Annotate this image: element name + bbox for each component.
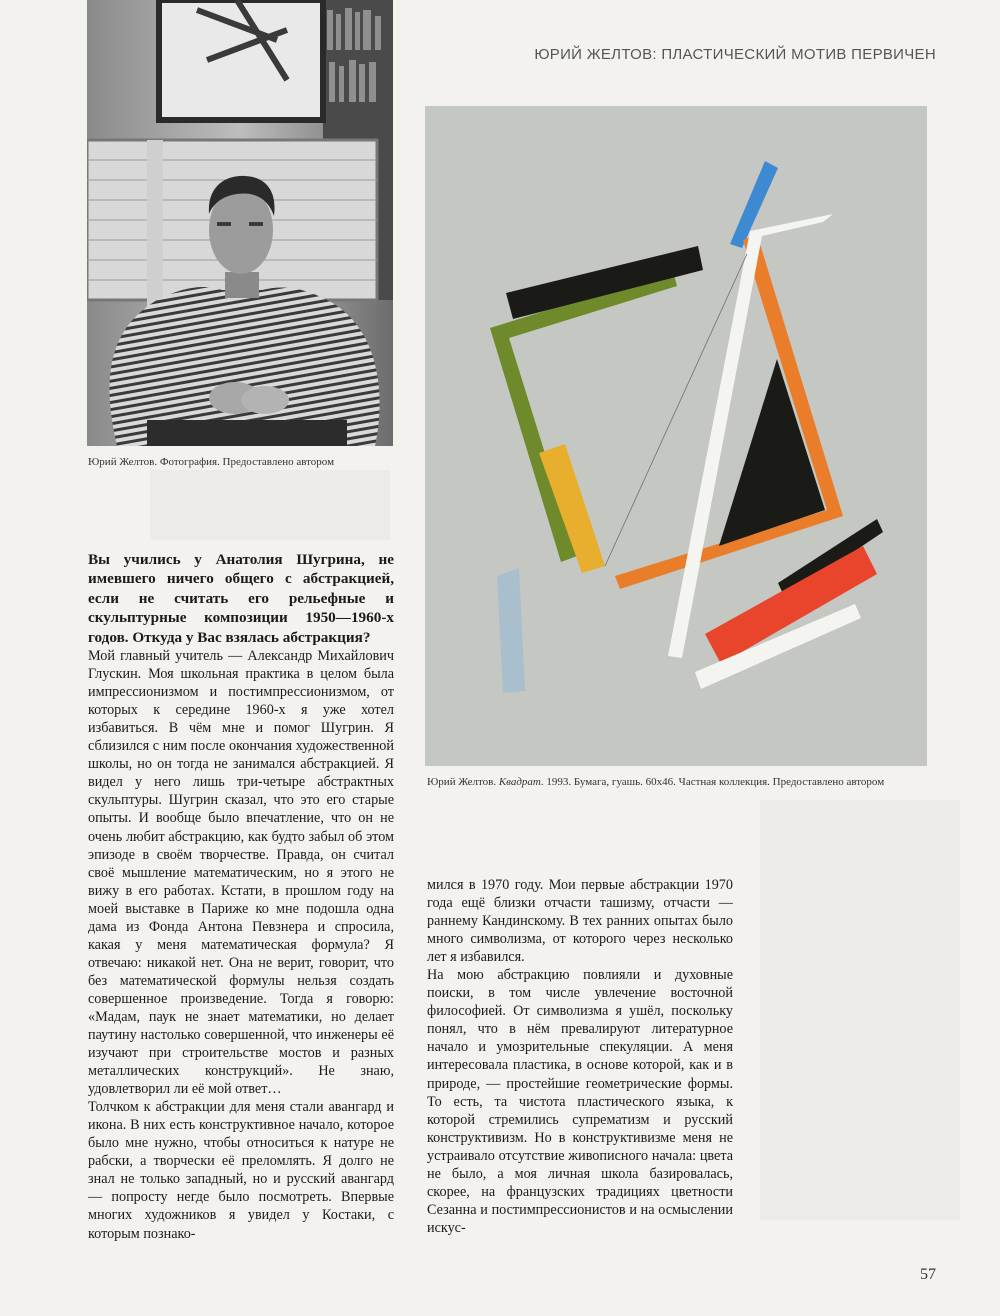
- artist-photo-image: [87, 0, 393, 446]
- interview-question: Вы учились у Анатолия Шугрина, не имевшего ничего общего с абстракцией, если не считать его рельефные и скульптурные композиции 1950—1960-х годов. Откуда у Вас взялась абстракция?: [88, 551, 394, 646]
- page-number: 57: [920, 1266, 936, 1283]
- answer-paragraph: На мою абстракцию повлияли и духовные поиски, в том числе увлечение восточной философией. От символизма я ушёл, поскольку понял, что в нём превалируют литературное начало и умозрительные спекуляции. А меня интересовала пластика, в основе которой, как и в природе, — простейшие геометрические формы. То есть, та чистота пластического языка, к которой стремились супрематизм и русский конструктивизм. Но в конструктивизме меня не устраивало отсутствие живописного начала: цвета не было, а моя личная школа базировалась, скорее, на французских традициях цветности Сезанна и постимпрессионистов и на осмыслении искус-: [427, 967, 733, 1236]
- bleed-through: [150, 470, 390, 540]
- artwork-background: [425, 106, 927, 766]
- artwork-title: Квадрат: [498, 776, 541, 788]
- answer-paragraph: Мой главный учитель — Александр Михайлович Глускин. Моя школьная практика в целом была импрессионизмом и постимпрессионизмом, от которых к середине 1960-х я уже хотел избавиться. В чём мне и помог Шугрин. Я сблизился с ним после окончания художественной школы, но он тогда не занимался абстракцией. Я видел у него лишь три-четыре абстрактных скульптуры. Шугрин сказал, что это его старые опыты. И вообще было впечатление, что он не очень любит абстракцию, как будто забыл об этом эпизоде в своём творчестве. Правда, он считал своё мышление математическим, но я этого не вижу в его работах. Кстати, в прошлом году на моей выставке в Париже ко мне подошла одна дама из Фонда Антона Певзнера и спросила, какая у меня математическая формула? Я отвечаю: никакой нет. Она не верит, говорит, что без математической формулы нельзя создать совершенное произведение. Тогда я говорю: «Мадам, паук не знает математики, но делает паутину настолько совершенной, что инженеры её изучают при строительстве мостов и разных металлических конструкций». Не знаю, удовлетворил ли её мой ответ…: [88, 648, 394, 1098]
- running-head: ЮРИЙ ЖЕЛТОВ: ПЛАСТИЧЕСКИЙ МОТИВ ПЕРВИЧЕН: [534, 46, 936, 63]
- artwork-image: [425, 106, 927, 766]
- left-column: [88, 550, 394, 1243]
- answer-paragraph: Толчком к абстракции для меня стали авангард и икона. В них есть конструктивное начало, которое было мне нужно, чтобы относиться к натуре не рабски, а творчески её преломлять. Я долго не знал не только западный, но и русский авангард — попросту негде было посмотреть. Впервые многих художников я увидел у Костаки, с которым познако-: [88, 1099, 394, 1242]
- artwork-caption-suffix: . 1993. Бумага, гуашь. 60х46. Частная коллекция. Предоставлено автором: [540, 776, 885, 788]
- photo-caption: Юрий Желтов. Фотография. Предоставлено автором: [88, 456, 335, 468]
- artwork-caption-prefix: Юрий Желтов.: [427, 776, 499, 788]
- right-column: [427, 876, 733, 1237]
- artwork-caption: [427, 776, 884, 788]
- bleed-through: [760, 800, 960, 1220]
- artwork-kvadrat: [425, 106, 927, 766]
- artist-photo: [87, 0, 393, 446]
- answer-paragraph: мился в 1970 году. Мои первые абстракции 1970 года ещё близки отчасти ташизму, отчасти — раннему Кандинскому. В тех ранних опытах было много символизма, от которого через несколько лет я избавился.: [427, 877, 733, 966]
